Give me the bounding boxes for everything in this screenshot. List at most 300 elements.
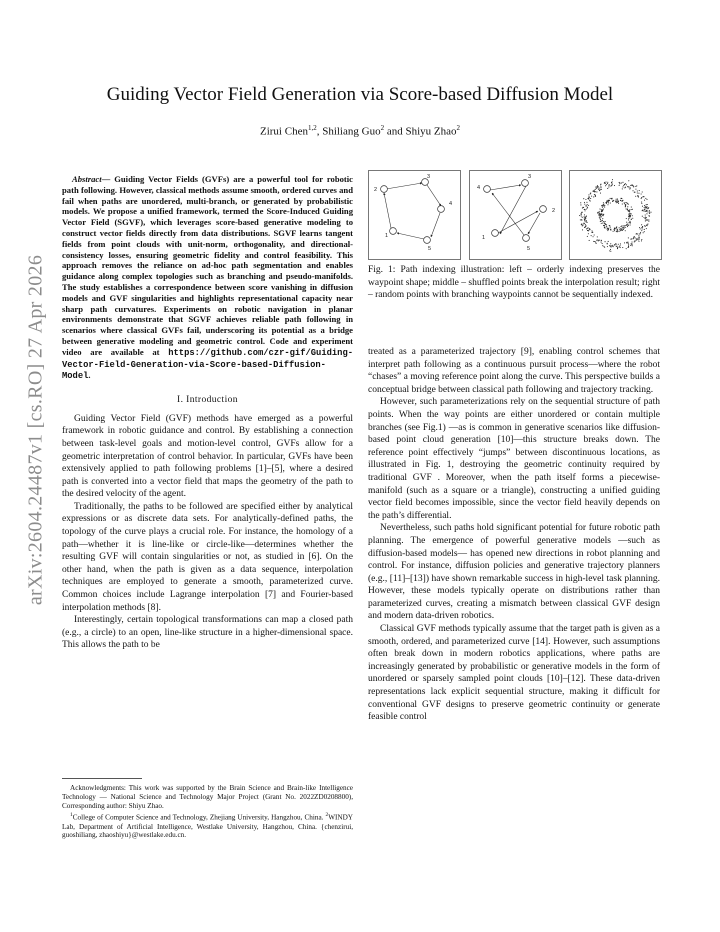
- cloud-point: [636, 233, 637, 234]
- caption-text: Path indexing illustration: left – orderly indexing preserves the waypoint shape; middle – shuffled points break the interpolation result; right – random points with branching waypoints cannot be sequentially indexed.: [368, 265, 660, 301]
- cloud-point: [603, 202, 604, 203]
- cloud-point: [622, 188, 623, 189]
- cloud-point: [603, 214, 604, 215]
- cloud-point: [603, 221, 604, 222]
- cloud-point: [595, 189, 596, 190]
- cloud-point: [630, 239, 631, 240]
- cloud-point: [627, 242, 628, 243]
- cloud-point: [588, 198, 589, 199]
- cloud-point: [592, 232, 593, 233]
- cloud-point: [632, 215, 633, 216]
- cloud-point: [624, 184, 625, 185]
- cloud-point: [637, 192, 638, 193]
- cloud-point: [598, 212, 599, 213]
- cloud-point: [607, 204, 608, 205]
- cloud-point: [618, 244, 619, 245]
- acknowledgment-note: Acknowledgments: This work was supported by the Brain Science and Brain-like Intelligence Technology — National Science and Technology Major Project (Grant No. 2022ZD0208800), Corresponding author: Shiyu Zhao.: [62, 784, 353, 810]
- cloud-point: [609, 184, 610, 185]
- cloud-point: [605, 181, 606, 182]
- cloud-point: [606, 184, 607, 185]
- cloud-point: [600, 217, 601, 218]
- waypoint-label: 3: [528, 174, 532, 180]
- cloud-point: [620, 245, 621, 246]
- cloud-point: [638, 241, 639, 242]
- cloud-point: [600, 215, 601, 216]
- cloud-point: [616, 246, 617, 247]
- cloud-point: [611, 182, 612, 183]
- cloud-point: [616, 199, 617, 200]
- body-paragraph: Guiding Vector Field (GVF) methods have emerged as a powerful framework in robotic guidance and control. By establishing a connection between task-level goals and motion-level control, GVFs allow for a geometric interpretation of control behavior. In particular, GVFs have been extensively applied to path following problems [1]–[5], where a desired path is converted into a vector field that maps the geometry of the path to the desired velocity of the agent.: [62, 413, 353, 500]
- cloud-point: [641, 198, 642, 199]
- cloud-point: [626, 222, 627, 223]
- author-affiliation-mark: 1,2: [307, 124, 317, 132]
- cloud-point: [629, 188, 630, 189]
- cloud-point: [614, 244, 615, 245]
- cloud-point: [642, 206, 643, 207]
- cloud-point: [642, 226, 643, 227]
- cloud-point: [584, 219, 585, 220]
- cloud-point: [607, 246, 608, 247]
- cloud-point: [629, 221, 630, 222]
- cloud-point: [636, 238, 637, 239]
- figure-panel-random: [569, 170, 662, 260]
- cloud-point: [600, 184, 601, 185]
- cloud-point: [581, 216, 582, 217]
- cloud-point: [603, 205, 604, 206]
- cloud-point: [589, 240, 590, 241]
- figure-panel-shuffled: [469, 170, 562, 260]
- cloud-point: [625, 227, 626, 228]
- body-paragraph: Interestingly, certain topological transformations can map a closed path (e.g., a circle) to an open, line-like structure in a higher-dimensional space. This allows the path to be: [62, 615, 353, 651]
- cloud-point: [588, 194, 589, 195]
- cloud-point: [650, 212, 651, 213]
- cloud-point: [619, 185, 620, 186]
- cloud-point: [610, 227, 611, 228]
- abstract: [62, 174, 353, 382]
- cloud-point: [612, 179, 613, 180]
- cloud-point: [634, 240, 635, 241]
- cloud-point: [641, 230, 642, 231]
- cloud-point: [645, 198, 646, 199]
- cloud-point: [580, 202, 581, 203]
- cloud-point: [605, 223, 606, 224]
- abstract-dash: —: [101, 174, 115, 184]
- affiliation-note: [62, 811, 353, 840]
- cloud-point: [642, 228, 643, 229]
- cloud-point: [628, 244, 629, 245]
- cloud-point: [616, 202, 617, 203]
- cloud-point: [635, 189, 636, 190]
- cloud-point: [581, 219, 582, 220]
- cloud-point: [641, 239, 642, 240]
- cloud-point: [615, 201, 616, 202]
- waypoint-node: [523, 235, 530, 242]
- cloud-point: [584, 216, 585, 217]
- waypoint-label: 3: [427, 174, 431, 180]
- cloud-point: [641, 193, 642, 194]
- cloud-point: [619, 183, 620, 184]
- cloud-point: [625, 202, 626, 203]
- cloud-point: [629, 209, 630, 210]
- cloud-point: [599, 208, 600, 209]
- cloud-point: [639, 237, 640, 238]
- cloud-point: [632, 209, 633, 210]
- cloud-point: [628, 218, 629, 219]
- cloud-point: [596, 186, 597, 187]
- cloud-point: [644, 231, 645, 232]
- author-list: [60, 124, 660, 138]
- cloud-point: [585, 224, 586, 225]
- cloud-point: [585, 218, 586, 219]
- cloud-point: [610, 243, 611, 244]
- cloud-point: [598, 240, 599, 241]
- cloud-point: [615, 228, 616, 229]
- cloud-point: [631, 243, 632, 244]
- cloud-point: [631, 209, 632, 210]
- cloud-point: [607, 243, 608, 244]
- cloud-point: [592, 191, 593, 192]
- cloud-point: [625, 183, 626, 184]
- cloud-point: [596, 188, 597, 189]
- cloud-point: [584, 214, 585, 215]
- cloud-point: [625, 230, 626, 231]
- waypoint-label: 5: [527, 246, 531, 252]
- body-paragraph: However, such parameterizations rely on the sequential structure of path points. When the way points are either unordered or contain multiple branches (see Fig.1) —as is common in generative scenarios like diffusion-based point cloud generation [10]—this structure breaks down. The reference point effectively “jumps” between discontinuous locations, as illustrated in Fig. 1, destroying the geometric continuity required by traditional GVF . Moreover, when the path itself forms a piecewise-manifold (such as a square or a triangle), constructing a unified guiding vector field becomes impossible, since the vector field heavily depends on the path’s differential.: [368, 397, 660, 521]
- cloud-point: [591, 235, 592, 236]
- cloud-point: [634, 192, 635, 193]
- cloud-point: [600, 221, 601, 222]
- cloud-point: [590, 193, 591, 194]
- cloud-point: [599, 218, 600, 219]
- cloud-point: [597, 187, 598, 188]
- cloud-point: [648, 221, 649, 222]
- cloud-point: [644, 200, 645, 201]
- cloud-point: [627, 226, 628, 227]
- left-column: [62, 174, 353, 652]
- cloud-point: [624, 202, 625, 203]
- waypoint-node: [492, 230, 499, 237]
- footnotes: [62, 778, 353, 841]
- cloud-point: [632, 218, 633, 219]
- cloud-point: [643, 196, 644, 197]
- body-paragraph: treated as a parameterized trajectory [9], enabling control schemes that interpret path following as a continuous pursuit process—where the robot “chases” a moving reference point along the curve. This perspective builds a conceptual bridge between classical path following and trajectory tracking.: [368, 347, 660, 395]
- cloud-point: [584, 204, 585, 205]
- section-heading: I. Introduction: [177, 395, 238, 406]
- cloud-point: [601, 240, 602, 241]
- cloud-point: [609, 185, 610, 186]
- cloud-point: [638, 196, 639, 197]
- cloud-point: [586, 220, 587, 221]
- cloud-point: [598, 186, 599, 187]
- cloud-point: [629, 222, 630, 223]
- cloud-point: [602, 243, 603, 244]
- cloud-point: [649, 216, 650, 217]
- cloud-point: [638, 235, 639, 236]
- cloud-point: [617, 199, 618, 200]
- cloud-point: [627, 209, 628, 210]
- cloud-point: [644, 211, 645, 212]
- cloud-point: [640, 233, 641, 234]
- code-url[interactable]: https://github.com/czr-gif/Guiding-Vector-Field-Generation-via-Score-based-Diffusion-Model: [62, 347, 353, 382]
- cloud-point: [609, 200, 610, 201]
- cloud-point: [605, 241, 606, 242]
- cloud-point: [601, 214, 602, 215]
- cloud-point: [580, 204, 581, 205]
- cloud-point: [580, 219, 581, 220]
- cloud-point: [610, 230, 611, 231]
- cloud-point: [607, 200, 608, 201]
- shuffled-path-diagram: [470, 171, 561, 259]
- cloud-point: [631, 219, 632, 220]
- cloud-point: [602, 245, 603, 246]
- cloud-point: [644, 209, 645, 210]
- cloud-point: [620, 226, 621, 227]
- cloud-point: [631, 207, 632, 208]
- cloud-point: [597, 236, 598, 237]
- cloud-point: [626, 184, 627, 185]
- cloud-point: [635, 196, 636, 197]
- cloud-point: [624, 225, 625, 226]
- body-paragraph: Nevertheless, such paths hold significant potential for future robotic path planning. The emergence of powerful generative models —such as diffusion-based models— has opened new directions in robot planning and control. For instance, diffusion policies and generative trajectory planners (e.g., [11]–[13]) have shown remarkable success in high-level task planning. However, these models typically operate on distributions rather than parameterized curves, creating a mismatch between classical GVF design and modern data-driven robotics.: [368, 523, 660, 622]
- cloud-point: [629, 213, 630, 214]
- cloud-point: [604, 247, 605, 248]
- cloud-point: [608, 202, 609, 203]
- cloud-point: [611, 185, 612, 186]
- cloud-point: [591, 230, 592, 231]
- cloud-point: [645, 220, 646, 221]
- cloud-point: [600, 189, 601, 190]
- waypoint-label: 2: [552, 208, 556, 214]
- cloud-point: [590, 201, 591, 202]
- cloud-point: [607, 182, 608, 183]
- cloud-point: [586, 208, 587, 209]
- cloud-point: [622, 247, 623, 248]
- cloud-point: [602, 223, 603, 224]
- cloud-point: [636, 240, 637, 241]
- cloud-point: [640, 232, 641, 233]
- cloud-point: [626, 242, 627, 243]
- cloud-point: [606, 224, 607, 225]
- cloud-point: [639, 238, 640, 239]
- author-name: Shiyu Zhao: [405, 125, 457, 138]
- author-separator: and: [384, 125, 406, 138]
- body-paragraph: Traditionally, the paths to be followed are specified either by analytical expressions or as discrete data sets. For analytically-defined paths, the topology of the curve plays a crucial role. For instance, the homology of a path—whether it is line-like or circle-like—determines whether the resulting GVF will contain singularities or not, as studied in [6]. On the other hand, when the path is given as a data sequence, interpolation techniques are employed to generate a smooth, parameterized curve. Common choices include Lagrange interpolation [7] and Fourier-based interpolation methods [8].: [62, 501, 353, 613]
- cloud-point: [644, 205, 645, 206]
- cloud-point: [625, 204, 626, 205]
- cloud-point: [589, 229, 590, 230]
- cloud-point: [602, 218, 603, 219]
- cloud-point: [631, 244, 632, 245]
- author-affiliation-mark: 2: [456, 124, 460, 132]
- cloud-point: [610, 229, 611, 230]
- cloud-point: [620, 200, 621, 201]
- cloud-point: [620, 243, 621, 244]
- arxiv-id: arXiv:2604.24487v1 [cs.RO] 27 Apr 2026: [24, 254, 47, 606]
- cloud-point: [610, 202, 611, 203]
- cloud-point: [644, 207, 645, 208]
- cloud-point: [593, 241, 594, 242]
- waypoint-label: 1: [482, 235, 486, 241]
- cloud-point: [615, 200, 616, 201]
- waypoint-node: [390, 228, 397, 235]
- cloud-point: [642, 216, 643, 217]
- cloud-point: [630, 224, 631, 225]
- cloud-point: [641, 224, 642, 225]
- cloud-point: [579, 215, 580, 216]
- author-affiliation-mark: 2: [380, 124, 385, 132]
- cloud-point: [614, 230, 615, 231]
- cloud-point: [649, 210, 650, 211]
- cloud-point: [647, 211, 648, 212]
- cloud-point: [601, 223, 602, 224]
- cloud-point: [604, 207, 605, 208]
- cloud-point: [638, 239, 639, 240]
- cloud-point: [608, 228, 609, 229]
- affiliation-mark: 2: [325, 812, 329, 819]
- cloud-point: [598, 215, 599, 216]
- cloud-point: [626, 208, 627, 209]
- cloud-point: [596, 243, 597, 244]
- cloud-point: [640, 228, 641, 229]
- cloud-point: [609, 225, 610, 226]
- cloud-point: [624, 242, 625, 243]
- cloud-point: [583, 223, 584, 224]
- waypoint-label: 4: [477, 185, 481, 191]
- cloud-point: [610, 198, 611, 199]
- cloud-point: [594, 190, 595, 191]
- cloud-point: [584, 218, 585, 219]
- cloud-point: [601, 209, 602, 210]
- cloud-point: [628, 243, 629, 244]
- cloud-point: [623, 229, 624, 230]
- cloud-point: [600, 187, 601, 188]
- cloud-point: [597, 185, 598, 186]
- waypoint-label: 4: [449, 201, 453, 207]
- cloud-point: [646, 228, 647, 229]
- affiliation-text: WINDY Lab, Department of Artificial Intelligence, Westlake University, Hangzhou, China. {chenzirui, guoshiliang, zhaoshiyu}@westlake.edu.cn.: [62, 813, 353, 840]
- cloud-point: [628, 186, 629, 187]
- cloud-point: [602, 209, 603, 210]
- cloud-point: [642, 210, 643, 211]
- cloud-point: [594, 234, 595, 235]
- cloud-point: [585, 221, 586, 222]
- cloud-point: [602, 207, 603, 208]
- cloud-point: [596, 191, 597, 192]
- cloud-point: [628, 210, 629, 211]
- cloud-point: [633, 236, 634, 237]
- cloud-point: [639, 227, 640, 228]
- cloud-point: [582, 225, 583, 226]
- cloud-point: [646, 225, 647, 226]
- cloud-point: [646, 204, 647, 205]
- cloud-point: [607, 229, 608, 230]
- random-point-cloud: [570, 171, 661, 259]
- cloud-point: [628, 237, 629, 238]
- cloud-point: [596, 240, 597, 241]
- cloud-point: [594, 191, 595, 192]
- cloud-point: [606, 226, 607, 227]
- cloud-point: [584, 210, 585, 211]
- cloud-point: [645, 211, 646, 212]
- cloud-point: [617, 229, 618, 230]
- cloud-point: [643, 217, 644, 218]
- cloud-point: [588, 205, 589, 206]
- cloud-point: [591, 196, 592, 197]
- cloud-point: [645, 226, 646, 227]
- cloud-point: [586, 202, 587, 203]
- cloud-point: [590, 198, 591, 199]
- cloud-point: [599, 211, 600, 212]
- cloud-point: [619, 231, 620, 232]
- abstract-end: .: [88, 370, 91, 381]
- cloud-point: [620, 247, 621, 248]
- cloud-point: [630, 245, 631, 246]
- cloud-point: [626, 202, 627, 203]
- cloud-point: [586, 216, 587, 217]
- cloud-point: [635, 237, 636, 238]
- cloud-point: [587, 204, 588, 205]
- cloud-point: [587, 236, 588, 237]
- cloud-point: [647, 210, 648, 211]
- cloud-point: [593, 196, 594, 197]
- cloud-point: [649, 213, 650, 214]
- cloud-point: [645, 208, 646, 209]
- cloud-point: [609, 250, 610, 251]
- cloud-point: [605, 185, 606, 186]
- cloud-point: [627, 225, 628, 226]
- cloud-point: [637, 191, 638, 192]
- cloud-point: [602, 220, 603, 221]
- cloud-point: [630, 187, 631, 188]
- cloud-point: [606, 202, 607, 203]
- cloud-point: [641, 202, 642, 203]
- cloud-point: [646, 213, 647, 214]
- cloud-point: [613, 231, 614, 232]
- cloud-point: [594, 194, 595, 195]
- cloud-point: [630, 216, 631, 217]
- cloud-point: [584, 202, 585, 203]
- cloud-point: [601, 242, 602, 243]
- cloud-point: [586, 225, 587, 226]
- figure-1: [368, 170, 660, 258]
- cloud-point: [612, 246, 613, 247]
- waypoint-node: [381, 186, 388, 193]
- cloud-point: [627, 203, 628, 204]
- cloud-point: [621, 198, 622, 199]
- cloud-point: [624, 203, 625, 204]
- cloud-point: [647, 223, 648, 224]
- ordered-path-diagram: [369, 171, 460, 259]
- cloud-point: [597, 239, 598, 240]
- cloud-point: [603, 204, 604, 205]
- cloud-point: [629, 187, 630, 188]
- cloud-point: [603, 209, 604, 210]
- cloud-point: [619, 182, 620, 183]
- cloud-point: [608, 187, 609, 188]
- cloud-point: [604, 222, 605, 223]
- cloud-point: [628, 219, 629, 220]
- paper-title: Guiding Vector Field Generation via Score-based Diffusion Model: [106, 84, 614, 105]
- cloud-point: [642, 196, 643, 197]
- cloud-point: [589, 197, 590, 198]
- cloud-point: [604, 225, 605, 226]
- cloud-point: [600, 193, 601, 194]
- cloud-point: [583, 198, 584, 199]
- cloud-point: [606, 203, 607, 204]
- figure-panel-ordered: [368, 170, 461, 260]
- cloud-point: [627, 186, 628, 187]
- cloud-point: [637, 233, 638, 234]
